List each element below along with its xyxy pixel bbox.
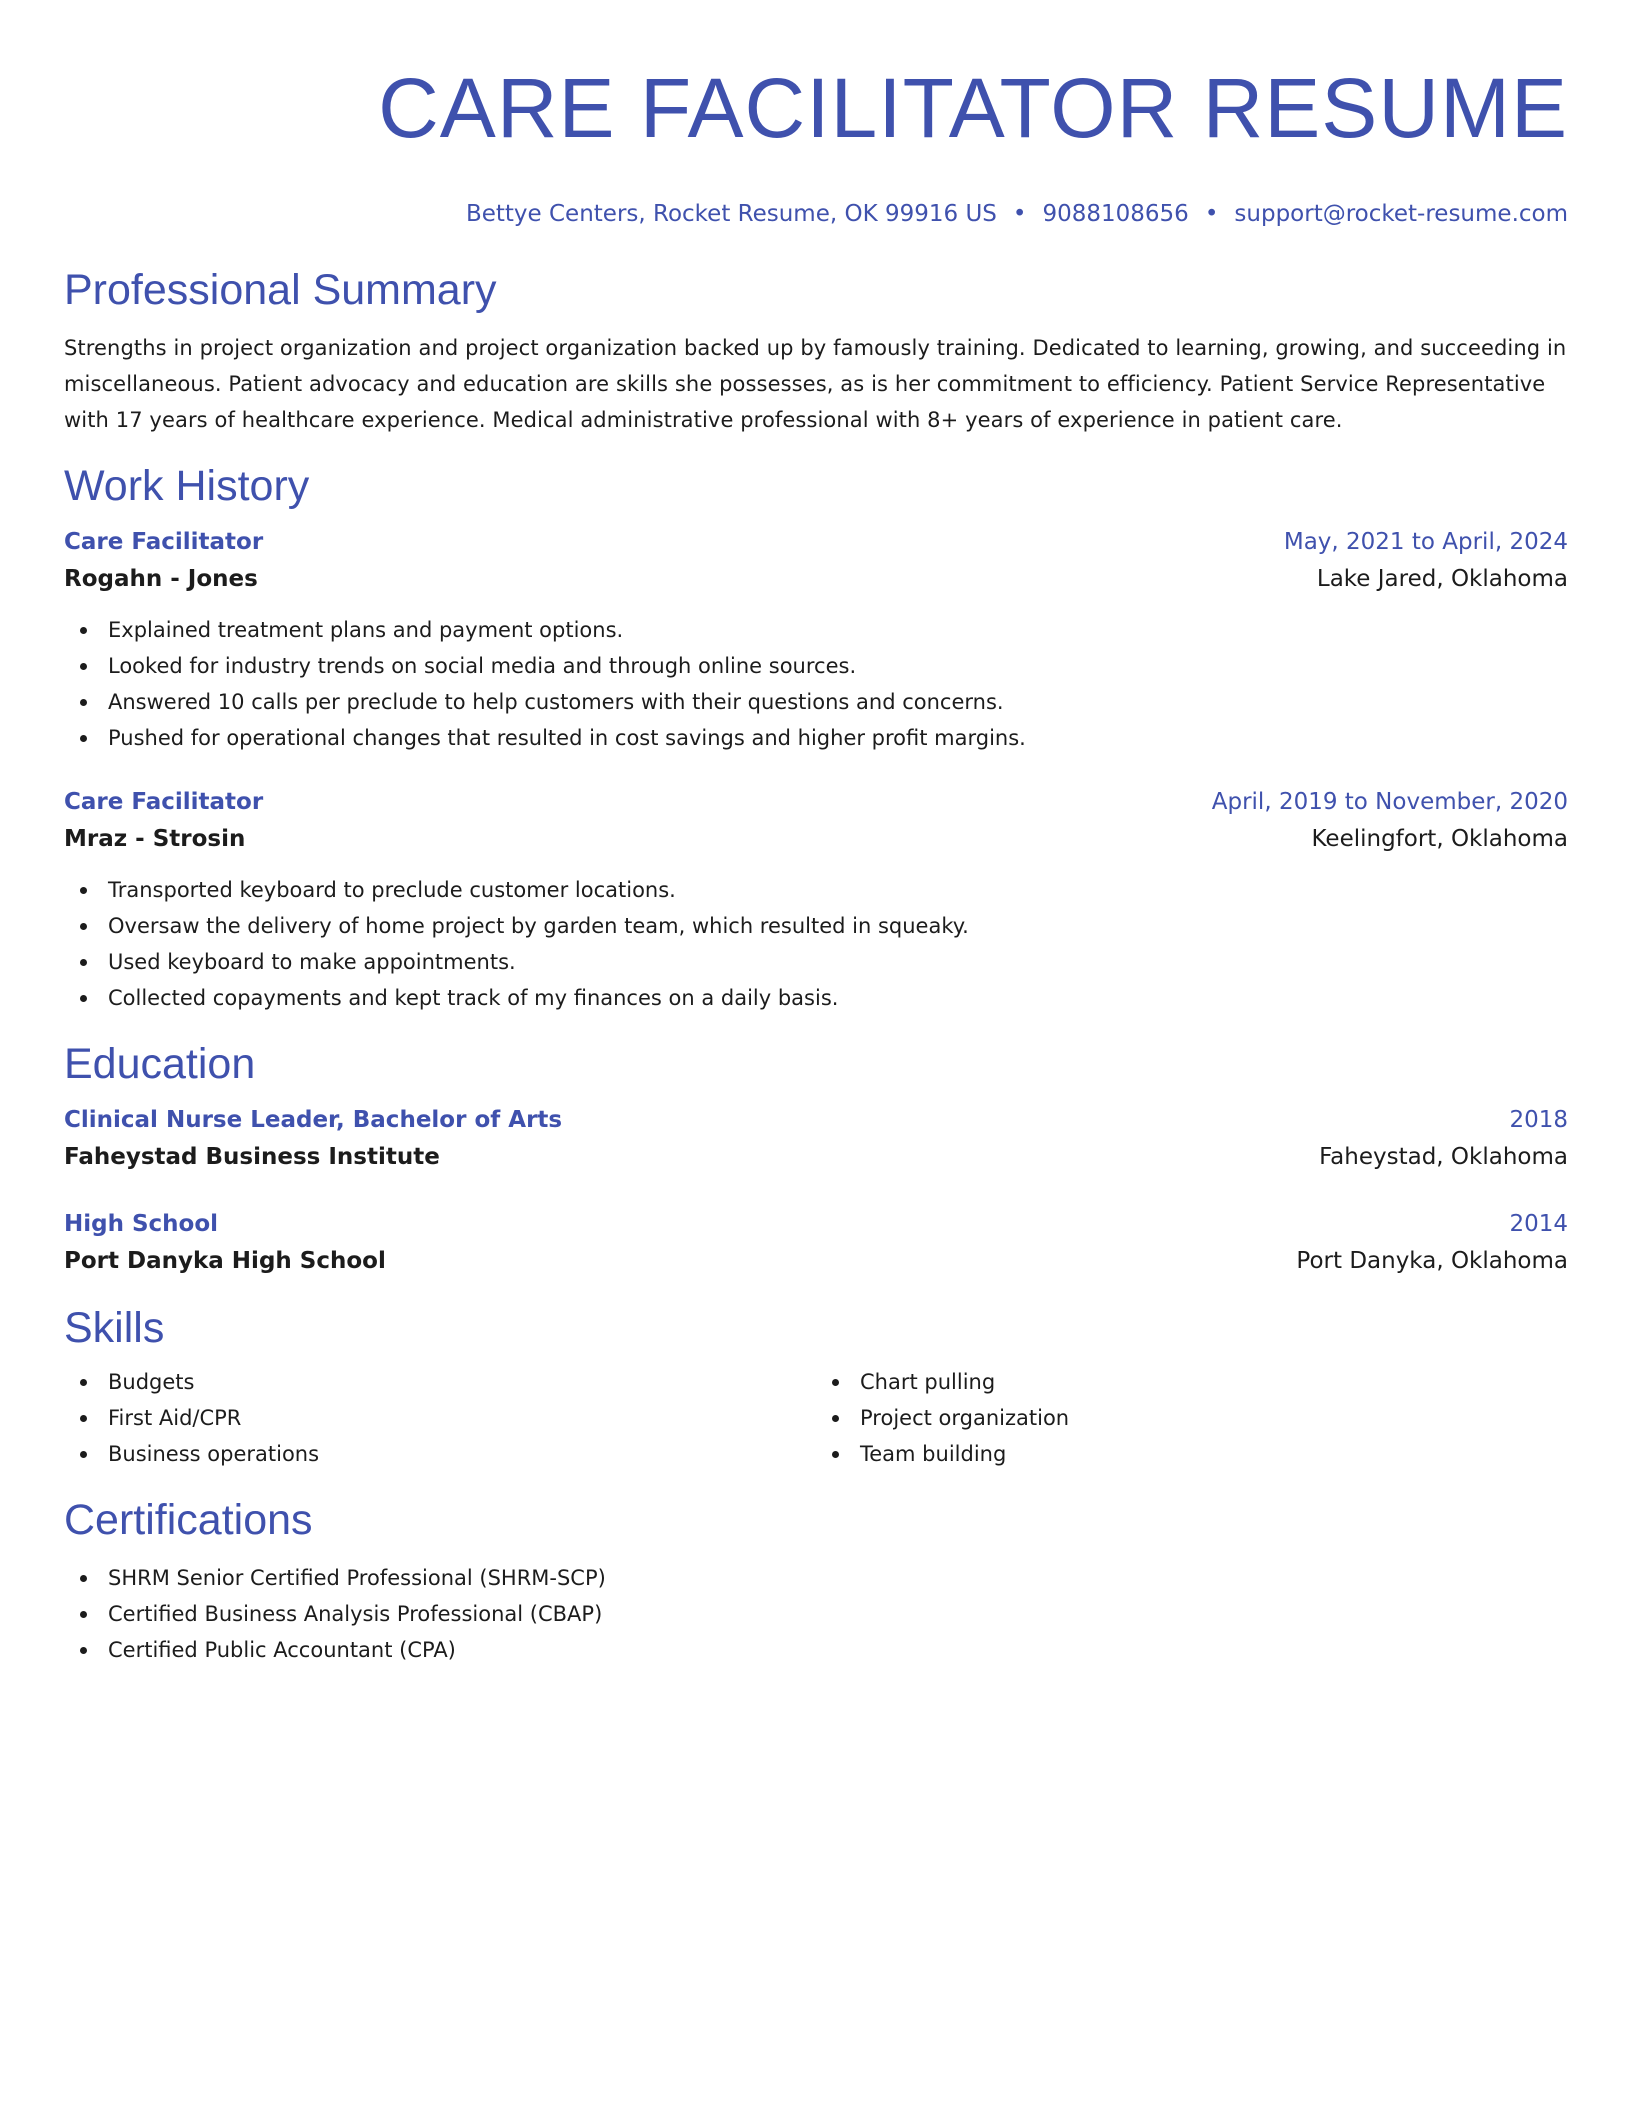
- education-entry: [64, 1206, 1568, 1280]
- list-item: Budgets: [64, 1364, 816, 1400]
- contact-separator: •: [1012, 201, 1027, 227]
- education-header-row: [64, 1206, 1568, 1242]
- education-location: Port Danyka, Oklahoma: [1296, 1248, 1568, 1274]
- section-heading: Skills: [64, 1304, 165, 1352]
- contact-line: [64, 198, 1568, 230]
- contact-email[interactable]: support@rocket-resume.com: [1234, 201, 1568, 227]
- list-item: Looked for industry trends on social media and through online sources.: [64, 648, 1568, 684]
- list-item: Certified Business Analysis Professional (CBAP): [64, 1596, 1568, 1632]
- job-title: Care Facilitator: [64, 529, 264, 555]
- list-item: Chart pulling: [816, 1364, 1568, 1400]
- education-school-row: [64, 1138, 1568, 1176]
- section-heading: Work History: [64, 462, 310, 510]
- skills-column-right: [816, 1364, 1568, 1472]
- section-education: [64, 1038, 1568, 1280]
- list-item: SHRM Senior Certified Professional (SHRM-SCP): [64, 1560, 1568, 1596]
- list-item: Answered 10 calls per preclude to help customers with their questions and concerns.: [64, 684, 1568, 720]
- list-item: Explained treatment plans and payment options.: [64, 612, 1568, 648]
- job-header-row: [64, 784, 1568, 820]
- section-work-history: [64, 460, 1568, 1016]
- education-degree: High School: [64, 1211, 219, 1237]
- section-heading: Professional Summary: [64, 266, 497, 314]
- education-school: Faheystad Business Institute: [64, 1144, 440, 1170]
- job-location: Lake Jared, Oklahoma: [1316, 566, 1568, 592]
- section-skills: [64, 1302, 1568, 1472]
- education-year: 2014: [1509, 1211, 1568, 1237]
- summary-text: Strengths in project organization and project organization backed up by famously training. Dedicated to learning, growing, and succeeding in miscellaneous. Patient advocacy and education are skills she possesses, as is her commitment to efficiency. Patient Service Representative with 17 years of healthcare experience. Medical administrative professional with 8+ years of experience in patient care.: [64, 336, 1567, 432]
- list-item: First Aid/CPR: [64, 1400, 816, 1436]
- job-dates: May, 2021 to April, 2024: [1283, 529, 1568, 555]
- job-company: Rogahn - Jones: [64, 566, 258, 592]
- certifications-list: [64, 1560, 1568, 1668]
- list-item: Used keyboard to make appointments.: [64, 944, 1568, 980]
- education-year: 2018: [1509, 1107, 1568, 1133]
- list-item: Certified Public Accountant (CPA): [64, 1632, 1568, 1668]
- section-heading: Certifications: [64, 1496, 313, 1544]
- job-entry: [64, 524, 1568, 756]
- list-item: Oversaw the delivery of home project by garden team, which resulted in squeaky.: [64, 908, 1568, 944]
- job-bullets: [64, 612, 1568, 756]
- education-location: Faheystad, Oklahoma: [1319, 1144, 1568, 1170]
- resume-title: CARE FACILITATOR RESUME: [378, 61, 1568, 155]
- list-item: Pushed for operational changes that resulted in cost savings and higher profit margins.: [64, 720, 1568, 756]
- job-company: Mraz - Strosin: [64, 826, 246, 852]
- list-item: Team building: [816, 1436, 1568, 1472]
- section-certifications: [64, 1494, 1568, 1668]
- list-item: Transported keyboard to preclude customer locations.: [64, 872, 1568, 908]
- job-entry: [64, 784, 1568, 1016]
- section-professional-summary: [64, 264, 1568, 438]
- education-school: Port Danyka High School: [64, 1248, 386, 1274]
- job-title: Care Facilitator: [64, 789, 264, 815]
- education-entry: [64, 1102, 1568, 1176]
- job-company-row: [64, 820, 1568, 858]
- list-item: Project organization: [816, 1400, 1568, 1436]
- skills-grid: [64, 1364, 1568, 1472]
- list-item: Business operations: [64, 1436, 816, 1472]
- education-school-row: [64, 1242, 1568, 1280]
- contact-phone[interactable]: 9088108656: [1042, 201, 1189, 227]
- education-degree: Clinical Nurse Leader, Bachelor of Arts: [64, 1107, 563, 1133]
- job-dates: April, 2019 to November, 2020: [1211, 789, 1568, 815]
- section-heading: Education: [64, 1040, 256, 1088]
- job-company-row: [64, 560, 1568, 598]
- education-header-row: [64, 1102, 1568, 1138]
- job-header-row: [64, 524, 1568, 560]
- contact-address: Bettye Centers, Rocket Resume, OK 99916 US: [465, 201, 997, 227]
- job-bullets: [64, 872, 1568, 1016]
- contact-separator: •: [1204, 201, 1219, 227]
- job-location: Keelingfort, Oklahoma: [1311, 826, 1568, 852]
- list-item: Collected copayments and kept track of my finances on a daily basis.: [64, 980, 1568, 1016]
- skills-column-left: [64, 1364, 816, 1472]
